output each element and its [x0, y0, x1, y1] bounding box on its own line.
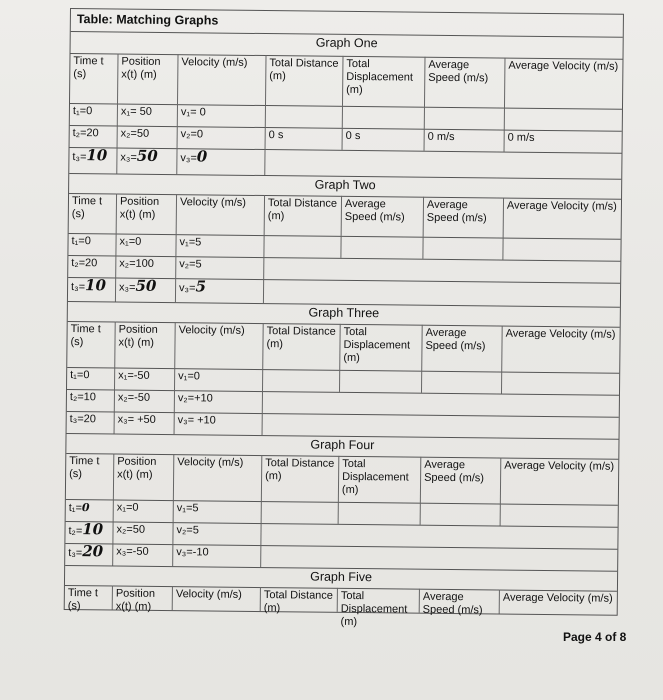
graph-one-header-row	[70, 53, 623, 110]
time-cell: t₂=10	[67, 389, 115, 412]
header-average-speed: Average Speed (m/s)	[425, 57, 506, 108]
handwritten-answer: 10	[82, 520, 104, 539]
position-cell: x₁=0	[116, 234, 176, 257]
answer-velocity-cell[interactable]	[505, 108, 622, 131]
header-time: Time t (s)	[65, 585, 113, 610]
answer-distance-cell[interactable]	[266, 105, 343, 128]
graph-two-header-row	[69, 193, 621, 240]
header-total-displacement: Total Displacement (m)	[340, 324, 422, 371]
velocity-cell: v₁=5	[174, 500, 262, 523]
position-cell[interactable]: x₃=50	[117, 148, 177, 175]
header-average-speed-2: Average Speed (m/s)	[424, 197, 504, 238]
table-title: Table: Matching Graphs	[76, 12, 219, 28]
answer-velocity-cell[interactable]	[503, 238, 620, 261]
graph-three-title: Graph Three	[308, 305, 380, 321]
time-cell[interactable]: t₁=0	[66, 499, 114, 522]
time-cell: t₁=0	[68, 233, 116, 256]
graph-four-header-row	[66, 453, 618, 506]
header-average-speed: Average Speed (m/s)	[420, 589, 500, 614]
velocity-cell: v₂=+10	[175, 390, 263, 413]
header-position: Position x(t) (m)	[118, 54, 179, 105]
header-total-displacement: Total Displacement (m)	[339, 456, 421, 503]
graph-one-title: Graph One	[315, 35, 378, 51]
position-cell: x₂=-50	[115, 389, 175, 412]
answer-displacement-cell[interactable]	[343, 106, 425, 129]
answer-displacement-cell[interactable]	[339, 502, 421, 525]
handwritten-answer: 0	[81, 501, 90, 515]
answer-displacement-cell[interactable]: 0 s	[343, 128, 425, 151]
answer-distance-cell[interactable]: 0 s	[266, 127, 343, 150]
answer-speed-cell[interactable]	[425, 107, 505, 130]
velocity-cell[interactable]: v₃=0	[177, 148, 265, 175]
graph-four-title: Graph Four	[310, 437, 375, 453]
header-total-distance: Total Distance (m)	[266, 55, 344, 106]
header-total-distance: Total Distance (m)	[263, 323, 340, 370]
graph-three-header-row	[67, 321, 619, 374]
header-position: Position x(t) (m)	[114, 453, 174, 500]
handwritten-answer: 50	[135, 276, 157, 295]
graph-five-title: Graph Five	[310, 569, 373, 585]
position-cell: x₂=50	[113, 521, 173, 544]
answer-distance-cell[interactable]	[264, 235, 341, 258]
header-total-displacement: Total Displacement (m)	[338, 588, 420, 613]
handwritten-answer: 50	[136, 146, 158, 165]
position-cell: x₂=50	[118, 126, 178, 149]
header-position: Position x(t) (m)	[113, 585, 173, 610]
handwritten-answer: 10	[86, 146, 108, 165]
time-cell[interactable]: t₃=10	[69, 147, 117, 174]
handwritten-answer: 5	[195, 277, 207, 296]
time-cell[interactable]: t₂=10	[65, 521, 113, 544]
velocity-cell: v₁= 0	[178, 104, 266, 127]
header-total-distance: Total Distance (m)	[261, 587, 338, 612]
header-time: Time t (s)	[70, 53, 119, 103]
matching-graphs-table	[64, 8, 624, 629]
header-average-velocity: Average Velocity (m/s)	[508, 59, 619, 73]
answer-speed-cell[interactable]: 0 m/s	[425, 129, 505, 152]
time-cell: t₃=20	[67, 411, 115, 434]
answer-speed-cell[interactable]	[422, 371, 502, 394]
time-cell: t₁=0	[67, 367, 115, 390]
header-average-velocity: Average Velocity (m/s)	[504, 459, 615, 473]
header-velocity: Velocity (m/s)	[173, 586, 261, 611]
page-number: Page 4 of 8	[563, 630, 627, 644]
header-velocity: Velocity (m/s)	[174, 454, 262, 501]
position-cell: x₂=100	[116, 255, 176, 278]
answer-speed-cell-2[interactable]	[423, 237, 503, 260]
handwritten-answer: 10	[84, 276, 107, 295]
velocity-cell: v₂=0	[178, 126, 266, 149]
header-average-speed: Average Speed (m/s)	[342, 196, 424, 237]
velocity-cell[interactable]: v₃=5	[176, 278, 264, 303]
header-velocity: Velocity (m/s)	[178, 54, 267, 105]
header-average-speed: Average Speed (m/s)	[421, 457, 501, 504]
position-cell: x₃=-50	[113, 543, 173, 566]
position-cell: x₁=0	[114, 499, 174, 522]
header-total-displacement: Total Displacement (m)	[343, 56, 426, 107]
answer-speed-cell[interactable]	[421, 503, 501, 526]
position-cell: x₁= 50	[118, 104, 178, 127]
graph-five-header-row	[65, 585, 617, 629]
answer-distance-cell[interactable]	[262, 501, 339, 524]
position-cell: x₁=-50	[115, 367, 175, 390]
answer-distance-cell[interactable]	[263, 369, 340, 392]
answer-velocity-cell[interactable]: 0 m/s	[507, 131, 535, 144]
velocity-cell: v₃= +10	[175, 412, 263, 435]
time-cell: t₂=20	[70, 125, 118, 148]
header-velocity: Velocity (m/s)	[177, 194, 265, 235]
header-time: Time t (s)	[69, 193, 117, 234]
position-cell: x₃= +50	[115, 411, 175, 434]
answer-velocity-cell[interactable]	[501, 504, 618, 527]
header-total-distance: Total Distance (m)	[265, 195, 342, 236]
blank-cell	[265, 149, 621, 179]
header-velocity: Velocity (m/s)	[175, 322, 263, 369]
answer-displacement-cell[interactable]	[340, 370, 422, 393]
header-average-velocity: Average Velocity (m/s)	[506, 199, 617, 213]
velocity-cell: v₂=5	[176, 256, 264, 279]
position-cell[interactable]: x₃=50	[116, 277, 176, 302]
header-time: Time t (s)	[66, 453, 114, 500]
graph-two-title: Graph Two	[314, 177, 376, 193]
velocity-cell: v₂=5	[173, 522, 261, 545]
velocity-cell: v₃=-10	[173, 544, 261, 567]
header-average-velocity: Average Velocity (m/s)	[502, 591, 613, 605]
header-total-distance: Total Distance (m)	[262, 455, 339, 502]
time-cell[interactable]: t₃=20	[65, 543, 113, 566]
velocity-cell: v₁=0	[175, 368, 263, 391]
handwritten-answer: 20	[82, 542, 104, 561]
header-position: Position x(t) (m)	[117, 194, 177, 235]
time-cell: t₁=0	[70, 103, 118, 126]
header-average-velocity: Average Velocity (m/s)	[505, 327, 616, 341]
velocity-cell: v₁=5	[176, 234, 264, 257]
answer-speed-cell[interactable]	[341, 236, 423, 259]
time-cell: t₂=20	[68, 255, 116, 278]
header-time: Time t (s)	[67, 321, 115, 368]
header-position: Position x(t) (m)	[115, 321, 175, 368]
answer-velocity-cell[interactable]	[502, 372, 619, 395]
handwritten-answer: 0	[196, 147, 208, 166]
header-average-speed: Average Speed (m/s)	[422, 325, 502, 372]
time-cell[interactable]: t₃=10	[68, 277, 116, 302]
